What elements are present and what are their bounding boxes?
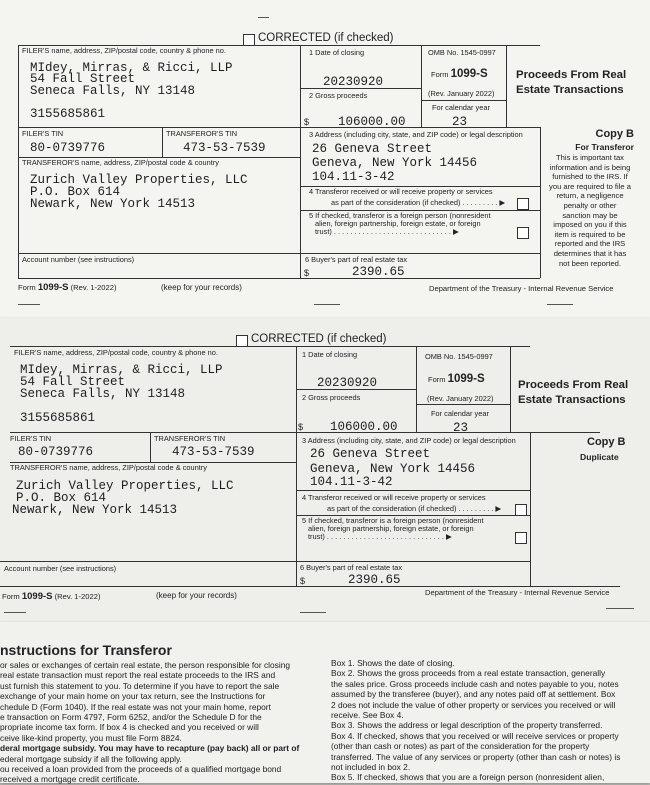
filer-city: Seneca Falls, NY 13148 [20,387,186,401]
instructions-section [0,622,650,783]
box4-label-line2: as part of the consideration (if checked) . . . . . . . . . ▶ [331,198,506,207]
form-title: Proceeds From Real Estate Transactions [518,379,629,406]
calendar-year-label: For calendar year [431,409,489,418]
filer-name: MIdey, Mirras, & Ricci, LLP [20,363,223,377]
transferor-tin-label: TRANSFEROR'S TIN [154,434,226,443]
instructions-line: exchange of your main home on your tax return, see the Instructions for [0,691,266,702]
filer-tin-label: FILER'S TIN [22,129,64,138]
box3-line3: 104.11-3-42 [310,475,393,489]
footer-form: Form 1099-S (Rev. 1-2022) [2,591,101,602]
notice-line: you are required to file a [549,181,631,191]
footer-keep: (keep for your records) [156,591,237,600]
filer-phone: 3155685861 [20,411,96,425]
footer-keep: (keep for your records) [161,283,242,292]
transferor-city: Newark, New York 14513 [30,197,196,211]
instructions-left-column [0,660,320,785]
duplicate-label: Duplicate [580,452,619,462]
instructions-line: deral mortgage subsidy. You may have to recapture (pay back) all or part of [0,743,300,754]
box3-line3: 104.11-3-42 [312,170,395,184]
notice-line: information and is being [549,162,631,172]
box5-checkbox[interactable] [515,532,527,544]
instructions-line: Box 3. Shows the address or legal description of the property transferred. [331,720,603,731]
footer-dept: Department of the Treasury - Internal Revenue Service [429,284,614,293]
filer-name: MIdey, Mirras, & Ricci, LLP [30,61,233,75]
instructions-line: e transaction on Form 4797, Form 6252, and/or the Schedule D for the [0,712,262,723]
copy-label: Copy B [595,128,634,140]
box3-line2: Geneva, New York 14456 [310,462,476,476]
notice-line: not been reported. [558,258,622,268]
box5-checkbox[interactable] [517,227,529,239]
currency-symbol: $ [304,268,310,278]
box5-label-line1: 5 If checked, transferor is a foreign person (nonresident [309,211,491,220]
notice-line: imposed on you if this [553,220,627,230]
filer-label: FILER'S name, address, ZIP/postal code, country & phone no. [22,46,226,55]
form-copy-b-transferor [0,0,650,318]
instructions-line: receive. See Box 4. [331,710,404,721]
calendar-year-label: For calendar year [432,103,490,112]
box6-value: 2390.65 [352,265,405,279]
box4-label-line2: as part of the consideration (if checked) . . . . . . . . . ▶ [327,504,502,513]
currency-symbol: $ [300,576,306,586]
instructions-line: ceive like-kind property, you must file Form 8824. [0,732,182,743]
filer-tin-label: FILER'S TIN [10,434,52,443]
notice-line: reported and the IRS [554,239,626,249]
notice-line: item is required to be [554,229,626,239]
instructions-line: 2 does not include the value of other property or services you received or will [331,699,616,710]
instructions-line: not included in box 2. [331,762,411,773]
omb-label: OMB No. 1545-0997 [428,48,496,57]
instructions-line: assumed by the transferee (buyer), and any notes paid off at settlement. Box [331,689,616,700]
transferor-street: P.O. Box 614 [30,185,121,199]
box2-value: 106000.00 [338,115,406,129]
box1-value: 20230920 [323,75,384,89]
box3-label: 3 Address (including city, state, and ZIP code) or legal description [309,130,523,139]
box2-label: 2 Gross proceeds [309,91,368,100]
calendar-year-value: 23 [453,421,469,435]
filer-phone: 3155685861 [30,107,106,121]
currency-symbol: $ [298,422,304,432]
instructions-line: ust furnish this statement to you. To determine if you have to report the sale [0,680,280,691]
rev-label: (Rev. January 2022) [428,89,495,98]
filer-city: Seneca Falls, NY 13148 [30,84,196,98]
transferor-tin: 473-53-7539 [172,445,255,459]
filer-street: 54 Fall Street [30,72,136,86]
instructions-line: ou received a loan provided from the proceeds of a qualified mortgage bond [0,764,282,775]
transferor-tin: 473-53-7539 [183,141,266,155]
instructions-line: propriate income tax form. If box 4 is checked and you received or will [0,722,259,733]
instructions-line: Box 4. If checked, shows that you received or will receive services or property [331,730,619,741]
transferor-label: TRANSFEROR'S name, address, ZIP/postal code & country [22,158,219,167]
instructions-right-column [331,658,649,783]
box6-value: 2390.65 [348,573,401,587]
footer-dept: Department of the Treasury - Internal Revenue Service [425,588,610,597]
copy-b-panel [540,128,640,268]
instructions-line: transferred. The value of any services or property (other than cash or notes) is [331,751,621,762]
transferor-name: Zurich Valley Properties, LLC [16,479,234,493]
box3-line1: 26 Geneva Street [310,447,431,461]
rev-label: (Rev. January 2022) [427,394,494,403]
box4-label-line1: 4 Transferor received or will receive property or services [302,493,486,502]
copy-label: Copy B [587,436,626,448]
account-label: Account number (see instructions) [22,255,135,264]
transferor-street: P.O. Box 614 [16,491,107,505]
corrected-label: CORRECTED (if checked) [258,32,394,44]
instructions-line: ederal mortgage subsidy if all the following apply. [0,753,182,764]
instructions-line: chedule D (Form 1040). If the real estate was not your main home, report [0,701,271,712]
transferor-name: Zurich Valley Properties, LLC [30,173,248,187]
filer-label: FILER'S name, address, ZIP/postal code, country & phone no. [14,348,218,357]
box6-label: 6 Buyer's part of real estate tax [300,563,403,572]
form-title: Proceeds From Real Estate Transactions [516,69,627,96]
transferor-label: TRANSFEROR'S name, address, ZIP/postal code & country [10,463,207,472]
notice-line: penalty or other [563,200,617,210]
notice-line: determines that it has [553,248,627,258]
instructions-title: nstructions for Transferor [0,642,172,658]
box5-label-line2: alien, foreign partnership, foreign estate, or foreign [315,219,481,228]
account-label: Account number (see instructions) [4,564,117,573]
filer-tin: 80-0739776 [18,445,94,459]
box1-label: 1 Date of closing [302,350,358,359]
box3-line2: Geneva, New York 14456 [312,156,478,170]
form-copy-b-duplicate [0,318,650,648]
footer-form: Form 1099-S (Rev. 1-2022) [18,282,117,293]
instructions-line: Box 1. Shows the date of closing. [331,658,455,668]
box2-label: 2 Gross proceeds [302,393,361,402]
currency-symbol: $ [304,117,310,127]
box1-value: 20230920 [317,376,378,390]
box4-label-line1: 4 Transferor received or will receive property or services [309,187,493,196]
notice-line: This is important tax [556,153,624,162]
box1-label: 1 Date of closing [309,48,365,57]
instructions-line: real estate transaction must report the real estate proceeds to the IRS and [0,670,276,681]
instructions-line: Box 5. If checked, shows that you are a foreign person (nonresident alien, [331,772,605,783]
instructions-line: or sales or exchanges of certain real estate, the person responsible for closing [0,660,291,670]
tick-mark [258,17,269,18]
for-transferor-label: For Transferor [575,142,634,152]
calendar-year-value: 23 [452,115,468,129]
box4-checkbox[interactable] [515,504,527,516]
instructions-line: Box 2. Shows the gross proceeds from a real estate transaction, generally [331,668,606,679]
corrected-label: CORRECTED (if checked) [251,333,387,345]
box5-label-line3: trust) . . . . . . . . . . . . . . . . . . . . . . . . . . . . . ▶ [315,227,459,236]
instructions-line: the sales price. Gross proceeds include cash and notes payable to you, notes [331,678,619,689]
box3-label: 3 Address (including city, state, and ZIP code) or legal description [302,436,516,445]
form-number-label: Form 1099-S [428,373,485,385]
box5-label-line3: trust) . . . . . . . . . . . . . . . . . . . . . . . . . . . . . ▶ [308,532,452,541]
instructions-line: (other than cash or notes) as part of the consideration for the property [331,741,590,752]
form-number-label: Form 1099-S [431,68,488,80]
box5-label-line2: alien, foreign partnership, foreign estate, or foreign [308,524,474,533]
box5-label-line1: 5 If checked, transferor is a foreign person (nonresident [302,516,484,525]
transferor-city: Newark, New York 14513 [12,503,178,517]
instructions-line: received a mortgage credit certificate. [0,774,140,785]
box3-line1: 26 Geneva Street [312,142,433,156]
box2-value: 106000.00 [330,420,398,434]
omb-label: OMB No. 1545-0997 [425,352,493,361]
filer-tin: 80-0739776 [30,141,106,155]
transferor-tin-label: TRANSFEROR'S TIN [166,129,238,138]
box4-checkbox[interactable] [517,198,529,210]
notice-line: return, a negligence [556,191,624,201]
notice-line: sanction may be [562,210,618,220]
form-number: 1099-S [450,68,488,80]
notice-line: furnished to the IRS. If [552,172,628,182]
box6-label: 6 Buyer's part of real estate tax [305,255,408,264]
filer-street: 54 Fall Street [20,375,126,389]
form-number: 1099-S [447,373,485,385]
